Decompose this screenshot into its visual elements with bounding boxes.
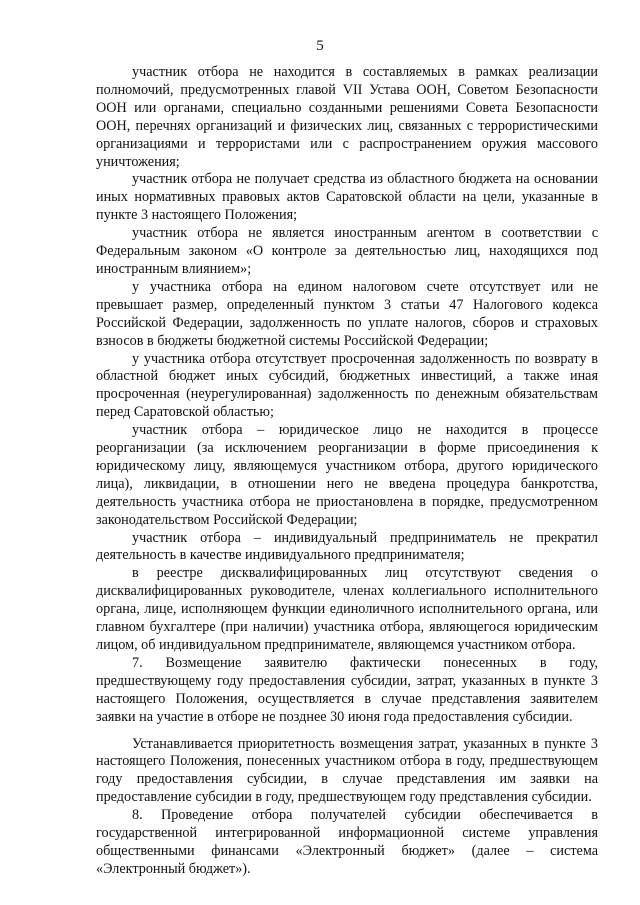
paragraph-not-foreign-agent: участник отбора не является иностранным агентом в соответствии с Федеральным законом «О контроле за деятельностью лиц, находящихся под иностранным влиянием»;	[96, 225, 598, 277]
paragraph-un-sanctions-lists: участник отбора не находится в составляемых в рамках реализации полномочий, предусмотренных главой VII Устава ООН, Советом Безопасности ООН или органами, специально созданными решениями Совета Безопасности ООН, перечнях организаций и физических лиц, связанных с террористическими организациями и террористами или с распространением оружия массового уничтожения;	[96, 64, 598, 170]
document-body	[96, 64, 598, 879]
paragraph-item-7: 7. Возмещение заявителю фактически понесенных в году, предшествующему году предоставления субсидии, затрат, указанных в пункте 3 настоящего Положения, осуществляется в случае представления заявителем заявки на участие в отборе не позднее 30 июня года предоставления субсидии.	[96, 654, 598, 725]
paragraph-priority: Устанавливается приоритетность возмещения затрат, указанных в пункте 3 настоящего Положения, понесенных участником отбора в году, предшествующем году предоставления субсидии, в случае представления им заявки на предоставление субсидии в году, предшествующем году представления субсидии.	[96, 735, 598, 806]
paragraph-no-regional-budget-funds: участник отбора не получает средства из областного бюджета на основании иных нормативных правовых актов Саратовской области на цели, указанные в пункте 3 настоящего Положения;	[96, 171, 598, 224]
paragraph-overdue-debt: у участника отбора отсутствует просроченная задолженность по возврату в областной бюджет иных субсидий, бюджетных инвестиций, а также иная просроченная (неурегулированная) задолженность по денежным обязательствам перед Саратовской областью;	[96, 350, 598, 421]
paragraph-item-8: 8. Проведение отбора получателей субсидии обеспечивается в государственной интегрированной информационной системе управления общественными финансами «Электронный бюджет» (далее – система «Электронный бюджет»).	[96, 807, 598, 877]
paragraph-disqualified-persons: в реестре дисквалифицированных лиц отсутствуют сведения о дисквалифицированных руководителе, членах коллегиального исполнительного органа, лице, исполняющем функции единоличного исполнительного органа, или главном бухгалтере (при наличии) участника отбора, являющегося юридическим лицом, об индивидуальном предпринимателе, являющемся участником отбора.	[96, 565, 598, 653]
page-number: 5	[316, 38, 324, 54]
paragraph-tax-debt: у участника отбора на едином налоговом счете отсутствует или не превышает размер, определенный пунктом 3 статьи 47 Налогового кодекса Российской Федерации, задолженность по уплате налогов, сборов и страховых взносов в бюджеты бюджетной системы Российской Федерации;	[96, 278, 598, 349]
paragraph-legal-entity-status: участник отбора – юридическое лицо не находится в процессе реорганизации (за исключением реорганизации в форме присоединения к юридическому лицу, являющемуся участником отбора, другого юридического лица), ликвидации, в отношении него не введена процедура банкротства, деятельность участника отбора не приостановлена в порядке, предусмотренном законодательством Российской Федерации;	[96, 422, 598, 528]
paragraph-entrepreneur-status: участник отбора – индивидуальный предприниматель не прекратил деятельность в качестве индивидуального предпринимателя;	[96, 529, 598, 564]
